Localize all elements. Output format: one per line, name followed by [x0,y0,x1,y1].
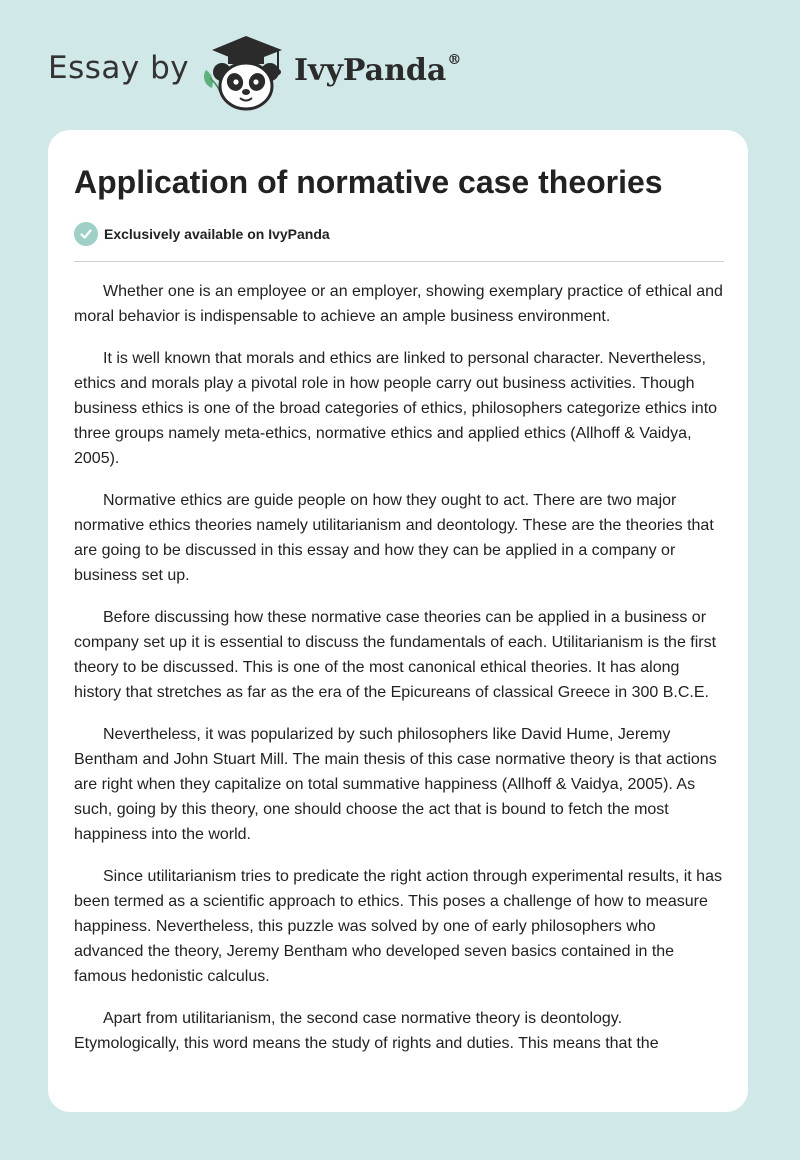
essay-by-label: Essay by [48,50,190,86]
paragraph: Nevertheless, it was popularized by such philosophers like David Hume, Jeremy Bentham and John Stuart Mill. The main thesis of this case normative theory is that actions are right when they capitalize on total summative happiness (Allhoff & Vaidya, 2005). As such, going by this theory, one should choose the act that is bound to fetch the most happiness into the world. [74,726,717,843]
brand-name[interactable] [294,52,461,88]
brand-text: IvyPanda [294,53,447,88]
page-title: Application of normative case theories [74,164,663,200]
paragraph: Before discussing how these normative case theories can be applied in a business or company set up it is essential to discuss the fundamentals of each. Utilitarianism is the first theory to be discussed. This is one of the most canonical ethical theories. It has along history that stretches as far as the era of the Epicureans of classical Greece in 300 B.C.E. [74,609,717,701]
essay-body [74,279,724,1073]
panda-graduate-icon[interactable] [200,30,290,112]
paragraph: Normative ethics are guide people on how they ought to act. There are two major normative ethics theories namely utilitarianism and deontology. These are the theories that are going to be discussed in this essay and how they can be applied in a company or business set up. [74,492,714,584]
paragraph: Apart from utilitarianism, the second case normative theory is deontology. Etymologically, this word means the study of rights and duties. This means that the [74,1010,659,1052]
paragraph: Since utilitarianism tries to predicate the right action through experimental results, it has been termed as a scientific approach to ethics. This poses a challenge of how to measure happiness. Nevertheless, this puzzle was solved by one of early philosophers who advanced the theory, Jeremy Bentham who developed seven basics contained in the famous hedonistic calculus. [74,868,722,985]
checkmark-icon [74,222,98,246]
essay-card [48,130,748,1112]
exclusive-badge [74,222,330,246]
site-header [0,0,800,130]
registered-mark: ® [447,52,462,68]
badge-text: Exclusively available on IvyPanda [104,226,330,242]
divider [74,261,724,262]
paragraph: Whether one is an employee or an employer, showing exemplary practice of ethical and moral behavior is indispensable to achieve an ample business environment. [74,283,723,325]
paragraph: It is well known that morals and ethics are linked to personal character. Nevertheless, ethics and morals play a pivotal role in how people carry out business activities. Though business ethics is one of the broad categories of ethics, philosophers categorize ethics into three groups namely meta-ethics, normative ethics and applied ethics (Allhoff & Vaidya, 2005). [74,350,718,467]
